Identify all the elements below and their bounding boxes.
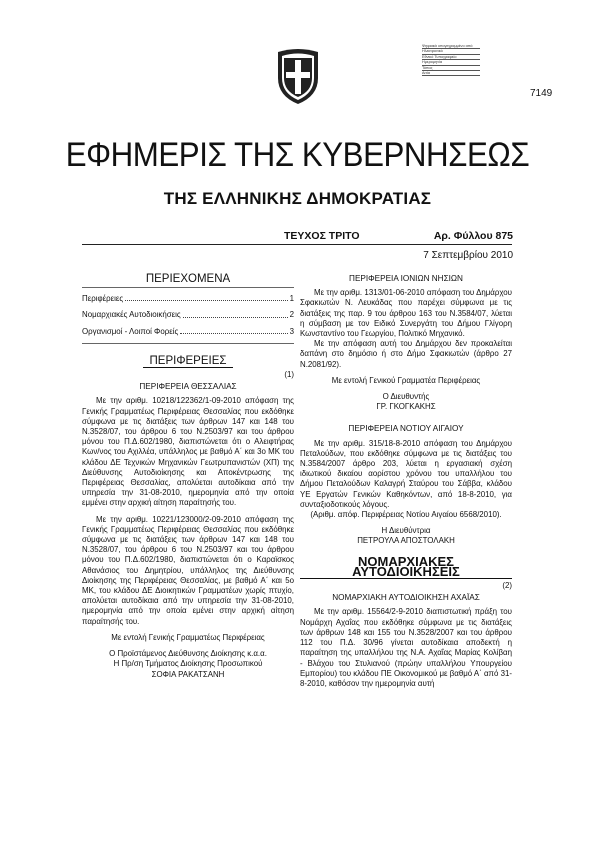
toc-page: 3: [289, 326, 294, 336]
region-heading: ΠΕΡΙΦΕΡΕΙΑ ΝΟΤΙΟΥ ΑΙΓΑΙΟΥ: [348, 424, 464, 434]
stamp-line: Τόπος: [422, 66, 480, 71]
toc-item[interactable]: [82, 327, 294, 337]
decision-paragraph: Με την αριθμ. 10218/122362/1-09-2010 απόφαση της Γενικής Γραμματέως Περιφέρειας Θεσσαλίας που εκδόθηκε σύμφωνα με τις διατάξεις των άρθρων 147 και 148 του Ν.3528/07, του άρθρου 6 του Ν.2503/97 και του άρθρου μόνου του Π.Δ.602/1980, διαπιστώνεται ότι ο Αλειφτήρας Κων/νος του Αχιλλέα, υπάλληλος με βαθμό Α΄ και 3ο ΜΚ του κλάδου ΔΕ Τεχνικών Μηχανικών Γεωτρυπανιστών (ΧΠ) της Διεύθυνσης Αυτοδιοίκησης και Αποκέντρωσης της Περιφέρειας Θεσσαλίας, απολύεται αυτοδίκαια από την υπηρεσία την 31-08-2010, ημερομηνία από την οποία εμμένει στην αρχική αίτηση παραίτησής του.: [82, 396, 294, 508]
order-line: Με εντολή Γενικής Γραμματέως Περιφέρειας: [111, 632, 265, 642]
signatory-name: ΣΟΦΙΑ ΡΑΚΑΤΣΑΝΗ: [151, 669, 225, 679]
decision-paragraph: Με την αριθμ. 15564/2-9-2010 διαπιστωτική πράξη του Νομάρχη Αχαΐας που εκδόθηκε σύμφωνα με τις διατάξεις των άρθρων 148 και 155 του Ν.3528/2007 και του άρθρου 112 του Π.Δ. 30/96 γίνεται αυτοδίκαια αποδεκτή η παραίτηση της υπαλλήλου της Ν.Α. Αχαΐας Μαρίας Κολίβαη - Βλάχου του Στυλιανού (πρώην υπαλλήλου Υπουργείου Εμπορίου) του κλάδου ΠΕ Οικονομικού με βαθμό Α΄ από 31-8-2010, καθόσον την ημερομηνία αυτή: [300, 607, 512, 688]
section-heading-prefectures: ΝΟΜΑΡΧΙΑΚΕΣ ΑΥΤΟΔΙΟΙΚΗΣΕΙΣ: [300, 557, 512, 579]
digital-signature-stamp: [422, 44, 480, 76]
reference-line: (Αριθμ. απόφ. Περιφέρειας Νοτίου Αιγαίου 6568/2010).: [310, 510, 502, 520]
signatory-name: ΠΕΤΡΟΥΛΑ ΑΠΟΣΤΟΛΑΚΗ: [357, 536, 455, 546]
signatory-title: Ο Προϊστάμενος Διεύθυνσης Διοίκησης κ.α.α.: [109, 649, 267, 659]
left-column: [82, 274, 294, 680]
header-rule: [82, 244, 512, 245]
section-heading-regions: ΠΕΡΙΦΕΡΕΙΕΣ: [82, 356, 294, 368]
decision-paragraph: Με την αριθμ. 1313/01-06-2010 απόφαση του Δημάρχου Σφακιωτών Ν. Λευκάδας που παρέχει σύμφωνα με τις διατάξεις της παρ. 9 του άρθρου 163 του Ν.3584/07, λύεται η σύμβαση με τον Ειδικό Συνεργάτη του Δήμου Γλίγορη Κωνσταντίνο του Γεωργίου, Πολιτικό Μηχανικό.: [300, 288, 512, 339]
toc-page: 1: [289, 294, 294, 304]
divider: [82, 287, 294, 288]
decision-paragraph: Με την αριθμ. 10221/123000/2-09-2010 απόφαση της Γενικής Γραμματέως Περιφέρειας Θεσσαλίας που εκδόθηκε σύμφωνα με τις διατάξεις των άρθρων 147 και 148 του Ν.3528/07, του άρθρου 6 του Ν.2503/97 και του άρθρου μόνου του Π.Δ.602/1980, διαπιστώνεται ότι ο Καραϊσκος Αθανάσιος του Δημητρίου, υπάλληλος της Διεύθυνσης Διοίκησης της Περιφέρειας Θεσσαλίας, με βαθμό Α΄ και 5ο ΜΚ, του κλάδου ΔΕ Διοικητικών Γραμματέων χωρίς πτυχίο, απολύεται αυτοδίκαια από την υπηρεσία την 31-08-2010, ημερομηνία από την οποία εμένει στην αρχική αίτηση παραίτησής του.: [82, 514, 294, 626]
item-number: (2): [502, 581, 512, 591]
gazette-subtitle: ΤΗΣ ΕΛΛΗΝΙΚΗΣ ΔΗΜΟΚΡΑΤΙΑΣ: [163, 189, 432, 208]
right-column: [300, 274, 512, 689]
signatory-title: Η Διευθύντρια: [381, 526, 431, 536]
toc-page: 2: [289, 310, 294, 320]
region-heading: ΠΕΡΙΦΕΡΕΙΑ ΘΕΣΣΑΛΙΑΣ: [139, 382, 237, 392]
stamp-line: Ψηφιακά υπογεγραμμένο από: [422, 44, 480, 49]
toc-label: Περιφέρειες: [82, 294, 124, 304]
stamp-line: Αιτία: [422, 71, 480, 76]
toc-label: Οργανισμοί - Λοιποί Φορείς: [82, 326, 179, 336]
order-line: Με εντολή Γενικού Γραμματέα Περιφέρειας: [331, 375, 481, 385]
signatory-title: Ο Διευθυντής: [382, 392, 430, 402]
decision-paragraph: Με την απόφαση αυτή του Δημάρχου δεν προκαλείται δαπάνη στο δημόσιο ή στο Δήμο Σφακιωτών (άρθρο 27 Ν.2081/92).: [300, 339, 512, 369]
issue-label: ΤΕΥΧΟΣ ΤΡΙΤΟ: [284, 230, 360, 242]
decision-paragraph: Με την αριθμ. 315/18-8-2010 απόφαση του Δημάρχου Πεταλούδων, που εκδόθηκε σύμφωνα με τις διατάξεις του Ν.3584/2007 άρθρο 203, λύεται η εργασιακή σχέση ιδιωτικού δικαίου αορίστου χρόνου του υπαλλήλου του Δήμου Πεταλούδων Καλαγρή Σταύρου του Σάββα, κλάδου ΥΕ Εργατών Γενικών Καθηκόντων, από 18-8-2010, για συνταξιοδοτικούς λόγους.: [300, 438, 512, 509]
dot-leader: [183, 310, 288, 317]
page-number: 7149: [530, 88, 553, 99]
issue-date: 7 Σεπτεμβρίου 2010: [423, 250, 513, 261]
dot-leader: [180, 327, 287, 334]
signatory-title: Η Πρ/ση Τμήματος Διοίκησης Προσωπικού: [113, 659, 263, 669]
dot-leader: [125, 294, 287, 301]
greek-coat-of-arms-icon: [274, 48, 322, 106]
toc-item[interactable]: [82, 294, 294, 304]
toc-item[interactable]: [82, 310, 294, 320]
item-number: (1): [284, 370, 294, 380]
signatory-name: ΓΡ. ΓΚΟΓΚΑΚΗΣ: [376, 402, 436, 412]
contents-title: ΠΕΡΙΕΧΟΜΕΝΑ: [145, 273, 231, 285]
sheet-number: Αρ. Φύλλου 875: [433, 230, 513, 242]
region-heading: ΝΟΜΑΡΧΙΑΚΗ ΑΥΤΟΔΙΟΙΚΗΣΗ ΑΧΑΪΑΣ: [332, 593, 480, 603]
toc-label: Νομαρχιακές Αυτοδιοικήσεις: [82, 310, 181, 320]
divider: [82, 343, 294, 344]
gazette-title: ΕΦΗΜΕΡΙΣ ΤΗΣ ΚΥΒΕΡΝΗΣΕΩΣ: [65, 136, 530, 174]
stamp-line: Εθνικό Τυπογραφείο: [422, 55, 480, 60]
region-heading: ΠΕΡΙΦΕΡΕΙΑ ΙΟΝΙΩΝ ΝΗΣΙΩΝ: [349, 274, 463, 283]
stamp-line: Ημερομηνία: [422, 60, 480, 65]
stamp-line: Ηλεκτρονικό: [422, 49, 480, 54]
